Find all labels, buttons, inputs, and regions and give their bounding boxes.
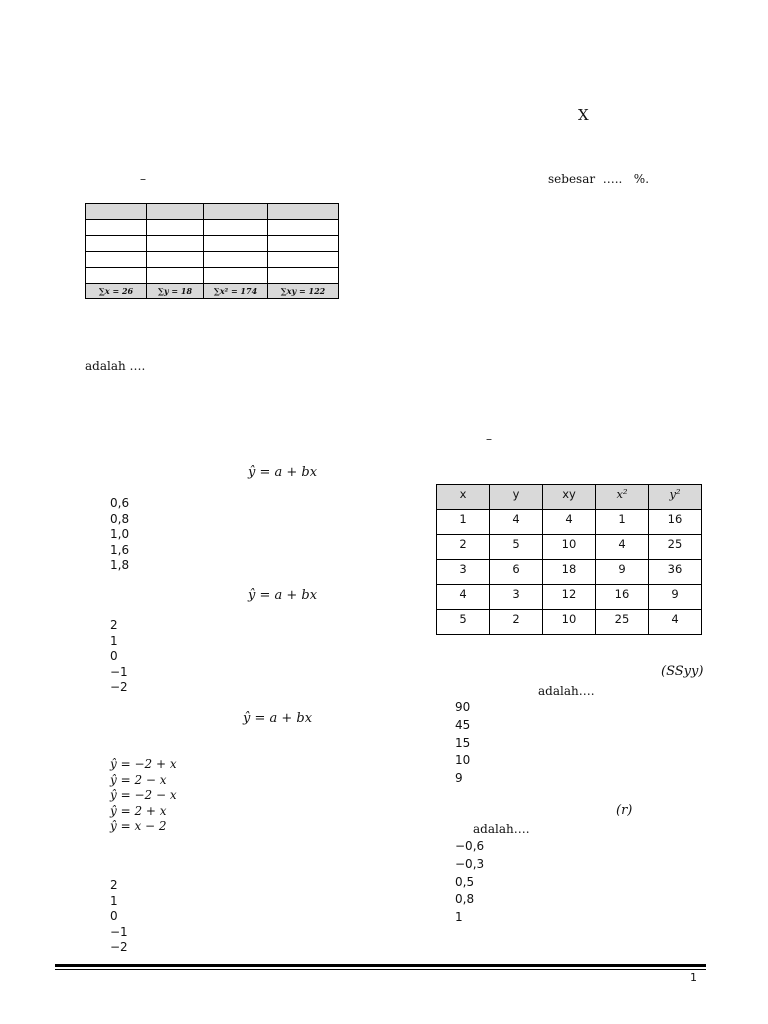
options-ssyy — [455, 699, 470, 788]
cell: 4 — [490, 510, 543, 535]
option: 45 — [455, 717, 471, 732]
sum-y: ∑y = 18 — [147, 284, 204, 299]
footer-rule-thin — [55, 969, 706, 970]
option: ŷ = 2 + x — [110, 803, 167, 818]
table-row — [437, 535, 702, 560]
summary-table — [85, 203, 339, 299]
cell: 9 — [596, 560, 649, 585]
option: ŷ = 2 − x — [110, 772, 167, 787]
equation-2: ŷ = a + bx — [248, 588, 318, 603]
option: 0,8 — [110, 511, 130, 526]
table-header-row — [437, 485, 702, 510]
table-row — [86, 204, 339, 220]
table-row — [86, 268, 339, 284]
table-row — [437, 585, 702, 610]
cell: 25 — [649, 535, 702, 560]
cell: 5 — [490, 535, 543, 560]
table-row — [86, 252, 339, 268]
cell: 9 — [649, 585, 702, 610]
adalah-r: adalah…. — [473, 822, 530, 836]
cell: 3 — [490, 585, 543, 610]
option: 9 — [455, 771, 463, 786]
option: 0,5 — [455, 874, 475, 889]
option: 1 — [110, 893, 118, 908]
cell: 2 — [437, 535, 490, 560]
option: −0,3 — [455, 856, 485, 871]
options-1 — [110, 496, 129, 574]
option: 0 — [110, 649, 118, 663]
cell: 1 — [437, 510, 490, 535]
left-dash: – — [140, 172, 146, 186]
header-x2: x² — [596, 485, 649, 510]
option: −2 — [110, 940, 128, 954]
sum-x2: ∑x² = 174 — [204, 284, 268, 299]
cell: 18 — [543, 560, 596, 585]
option: −2 — [110, 680, 128, 694]
footer-rule — [55, 964, 706, 967]
cell: 6 — [490, 560, 543, 585]
table-row — [86, 220, 339, 236]
sebesar-text: sebesar ….. %. — [548, 172, 650, 186]
options-4 — [110, 878, 128, 956]
cell: 1 — [596, 510, 649, 535]
option: 0,8 — [455, 892, 475, 907]
data-table — [436, 484, 702, 635]
option: 10 — [455, 753, 471, 768]
option: ŷ = −2 + x — [110, 757, 177, 771]
options-r — [455, 838, 484, 927]
cell: 4 — [543, 510, 596, 535]
right-dash: – — [486, 432, 492, 446]
option: 0 — [110, 909, 118, 923]
cell: 3 — [437, 560, 490, 585]
table-row — [437, 510, 702, 535]
adalah-ssyy: adalah…. — [538, 684, 595, 698]
header-y2: y² — [649, 485, 702, 510]
table-row — [437, 560, 702, 585]
header-x: x — [437, 485, 490, 510]
cell: 16 — [649, 510, 702, 535]
adalah-left: adalah …. — [85, 359, 146, 373]
ssyy-label: (SSyy) — [661, 664, 704, 679]
cell: 10 — [543, 535, 596, 560]
option: 1,0 — [110, 527, 130, 541]
option: 0,6 — [110, 496, 130, 510]
sum-x: ∑x = 26 — [86, 284, 147, 299]
cell: 12 — [543, 585, 596, 610]
cell: 16 — [596, 585, 649, 610]
option: 90 — [455, 700, 471, 714]
cell: 4 — [437, 585, 490, 610]
cell: 4 — [649, 610, 702, 635]
header-xy: xy — [543, 485, 596, 510]
cell: 2 — [490, 610, 543, 635]
table-sum-row — [86, 284, 339, 299]
option: 2 — [110, 618, 118, 632]
option: 15 — [455, 735, 471, 750]
sum-xy: ∑xy = 122 — [268, 284, 339, 299]
option: 1 — [455, 910, 463, 925]
option: −0,6 — [455, 839, 485, 853]
option: −1 — [110, 924, 128, 939]
header-y: y — [490, 485, 543, 510]
option: 1 — [110, 633, 118, 648]
cell: 10 — [543, 610, 596, 635]
option: ŷ = −2 − x — [110, 788, 177, 802]
cell: 36 — [649, 560, 702, 585]
option: 2 — [110, 878, 118, 892]
option: ŷ = x − 2 — [110, 819, 167, 833]
equation-3: ŷ = a + bx — [243, 711, 313, 726]
option: 1,6 — [110, 542, 130, 557]
page-number: 1 — [690, 971, 697, 984]
x-mark: X — [578, 106, 589, 124]
cell: 25 — [596, 610, 649, 635]
options-2 — [110, 618, 128, 696]
table-row — [86, 236, 339, 252]
table-row — [437, 610, 702, 635]
option: 1,8 — [110, 558, 130, 572]
option: −1 — [110, 664, 128, 679]
options-3 — [110, 757, 177, 835]
equation-1: ŷ = a + bx — [248, 465, 318, 480]
r-label: (r) — [616, 803, 633, 818]
cell: 4 — [596, 535, 649, 560]
cell: 5 — [437, 610, 490, 635]
